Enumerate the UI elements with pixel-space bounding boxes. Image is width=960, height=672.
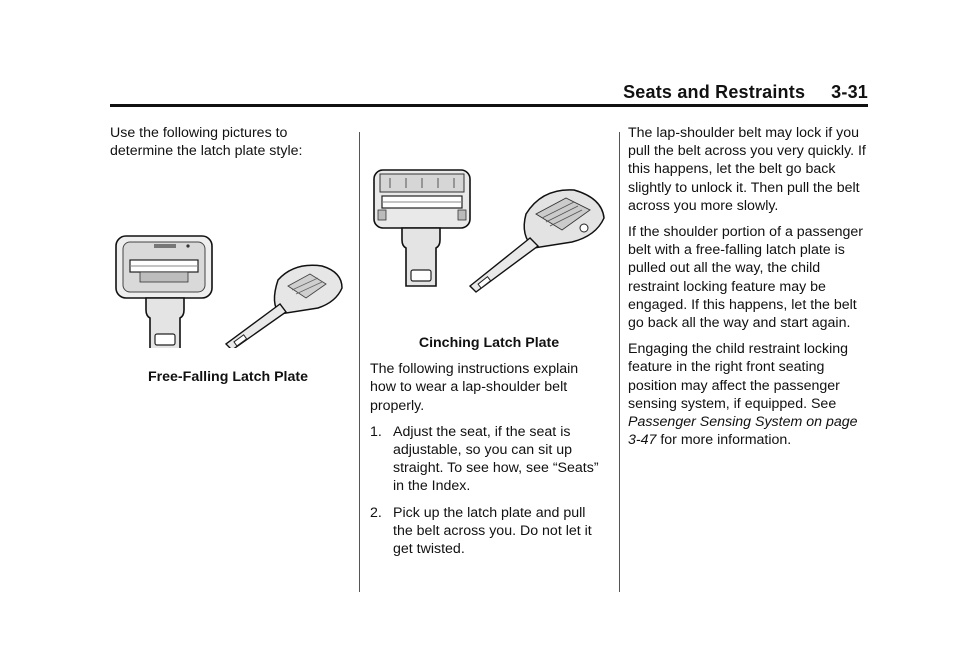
- paragraph-text-before: Engaging the child restraint locking feature in the right front seating position may affect the passenger sensing system, if equipped. See: [628, 341, 849, 412]
- paragraph-belt-lock: The lap-shoulder belt may lock if you pull the belt across you very quickly. If this happens, let the belt go back slightly to unlock it. Then pull the belt across you more slowly.: [628, 125, 866, 214]
- instructions-intro: The following instructions explain how to wear a lap-shoulder belt properly.: [370, 361, 579, 414]
- paragraph-child-restraint-lock: If the shoulder portion of a passenger belt with a free-falling latch plate is pulled out all the way, the child restraint locking feature may be engaged. If this happens, let the belt go back all the way and start again.: [628, 224, 864, 332]
- column-2: [370, 124, 608, 566]
- cinching-latch-plate-illustration: [370, 164, 608, 330]
- column-1: [110, 124, 346, 387]
- header-title: [623, 82, 868, 103]
- figure-caption-free-falling: Free-Falling Latch Plate: [147, 369, 309, 386]
- header-rule: [110, 104, 868, 107]
- column-divider-1: [359, 132, 360, 592]
- paragraph-passenger-sensing: [628, 340, 870, 449]
- column-divider-2: [619, 132, 620, 592]
- section-title: Seats and Restraints: [623, 82, 806, 102]
- figure-caption-cinching: Cinching Latch Plate: [418, 335, 560, 351]
- instruction-step-2: [370, 504, 608, 559]
- step-number: 2.: [370, 504, 382, 521]
- instruction-step-1: [370, 423, 608, 496]
- step-text: Pick up the latch plate and pull the belt across you. Do not let it get twisted.: [393, 504, 592, 558]
- cross-reference-link[interactable]: Passenger Sensing System on page 3-47: [628, 414, 858, 449]
- paragraph-text-after: for more information.: [656, 432, 792, 449]
- column-3: [628, 124, 870, 457]
- step-text: Adjust the seat, if the seat is adjustable, so you can sit up straight. To see how, see “Seats” in the Index.: [393, 423, 599, 495]
- intro-paragraph: Use the following pictures to determine the latch plate style:: [110, 125, 303, 160]
- step-number: 1.: [370, 423, 382, 440]
- page-header: [110, 82, 868, 104]
- free-falling-latch-plate-illustration: [110, 168, 346, 348]
- page-number: 3-31: [831, 82, 868, 102]
